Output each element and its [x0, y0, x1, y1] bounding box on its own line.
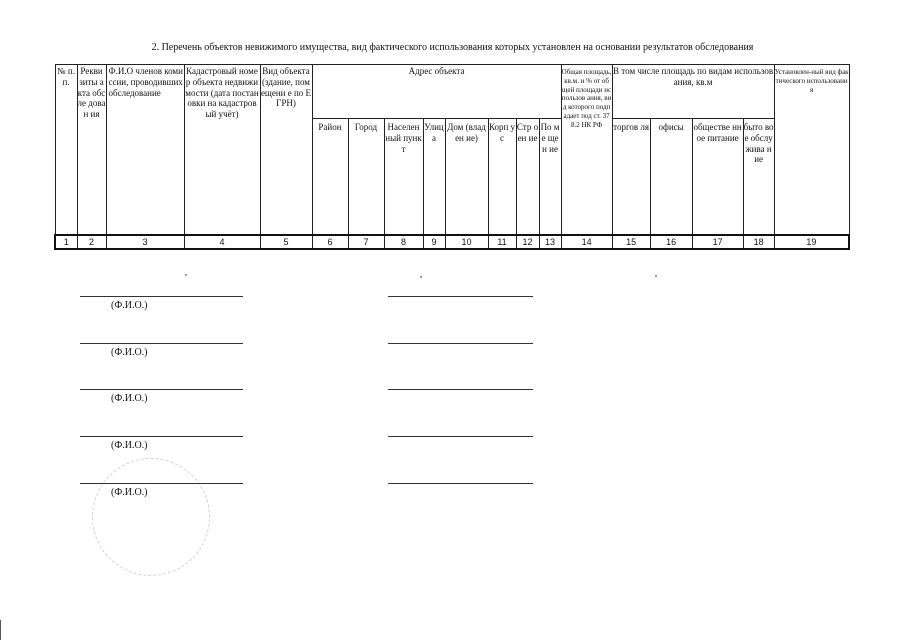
- fio-line: [388, 436, 533, 437]
- column-number: 19: [774, 235, 849, 250]
- column-number: 3: [106, 235, 184, 250]
- column-number: 2: [77, 235, 106, 250]
- header-requisites: Рекви зиты акта обсле дован ия: [77, 65, 106, 235]
- header-offices: офисы: [650, 119, 692, 235]
- header-cadastral: Кадастровый номер объекта недвижимости (дата постановки на кадастровый учёт): [184, 65, 260, 235]
- column-number: 16: [650, 235, 692, 250]
- signature-line: [80, 389, 243, 390]
- objects-table: [54, 64, 850, 250]
- scan-speck: [420, 276, 422, 278]
- header-house: Дом (владен ие): [445, 119, 488, 235]
- header-total-area: Общая площадь, кв.м. и % от общей площади использов ания, вид которого подпадает под ст. 378.2 НК РФ: [561, 65, 612, 235]
- page-title: 2. Перечень объектов невижимого имущества, вид фактического использования которых установлен на основании результатов обследования: [151, 42, 754, 53]
- header-district: Район: [312, 119, 348, 235]
- fio-label: (Ф.И.О.): [111, 487, 148, 498]
- header-address: Адрес объекта: [312, 65, 561, 119]
- faint-stamp-outline: [92, 458, 210, 576]
- column-number: 10: [445, 235, 488, 250]
- column-number: 11: [488, 235, 516, 250]
- header-building: Корп ус: [488, 119, 516, 235]
- fio-line: [388, 483, 533, 484]
- fio-label: (Ф.И.О.): [111, 393, 148, 404]
- column-number: 13: [539, 235, 561, 250]
- header-premises: По ме щен ие: [539, 119, 561, 235]
- column-number: 14: [561, 235, 612, 250]
- header-structure: Стр оен ие: [516, 119, 539, 235]
- column-number: 5: [260, 235, 312, 250]
- header-street: Улиц а: [423, 119, 445, 235]
- header-consumer-services: быто вое обслу жива ние: [743, 119, 774, 235]
- fio-label: (Ф.И.О.): [111, 300, 148, 311]
- column-number: 15: [612, 235, 650, 250]
- header-commission: Ф.И.О членов комиссии, проводивших обследование: [106, 65, 184, 235]
- signature-line: [80, 483, 243, 484]
- column-number: 4: [184, 235, 260, 250]
- signature-line: [80, 296, 243, 297]
- fio-line: [388, 296, 533, 297]
- scan-speck: [185, 274, 187, 276]
- column-number: 8: [384, 235, 423, 250]
- column-number: 18: [743, 235, 774, 250]
- scan-edge-mark: [0, 620, 1, 640]
- column-number: 12: [516, 235, 539, 250]
- header-usage-area: В том числе площадь по видам использования, кв.м: [612, 65, 774, 119]
- header-trade: торгов ля: [612, 119, 650, 235]
- header-settlement: Населен ный пункт: [384, 119, 423, 235]
- fio-label: (Ф.И.О.): [111, 347, 148, 358]
- header-catering: обществе нное питание: [692, 119, 743, 235]
- header-established-use: Установлен-ный вид фактического использования: [774, 65, 849, 235]
- signature-line: [80, 343, 243, 344]
- header-city: Город: [348, 119, 384, 235]
- column-number: 17: [692, 235, 743, 250]
- header-object-type: Вид объекта (здание, помещени е по ЕГРН): [260, 65, 312, 235]
- column-number: 6: [312, 235, 348, 250]
- fio-line: [388, 343, 533, 344]
- fio-label: (Ф.И.О.): [111, 440, 148, 451]
- fio-line: [388, 389, 533, 390]
- scan-speck: [655, 275, 657, 277]
- signature-line: [80, 436, 243, 437]
- column-number: 7: [348, 235, 384, 250]
- column-number: 1: [55, 235, 77, 250]
- column-number: 9: [423, 235, 445, 250]
- header-num: № п.п.: [55, 65, 77, 235]
